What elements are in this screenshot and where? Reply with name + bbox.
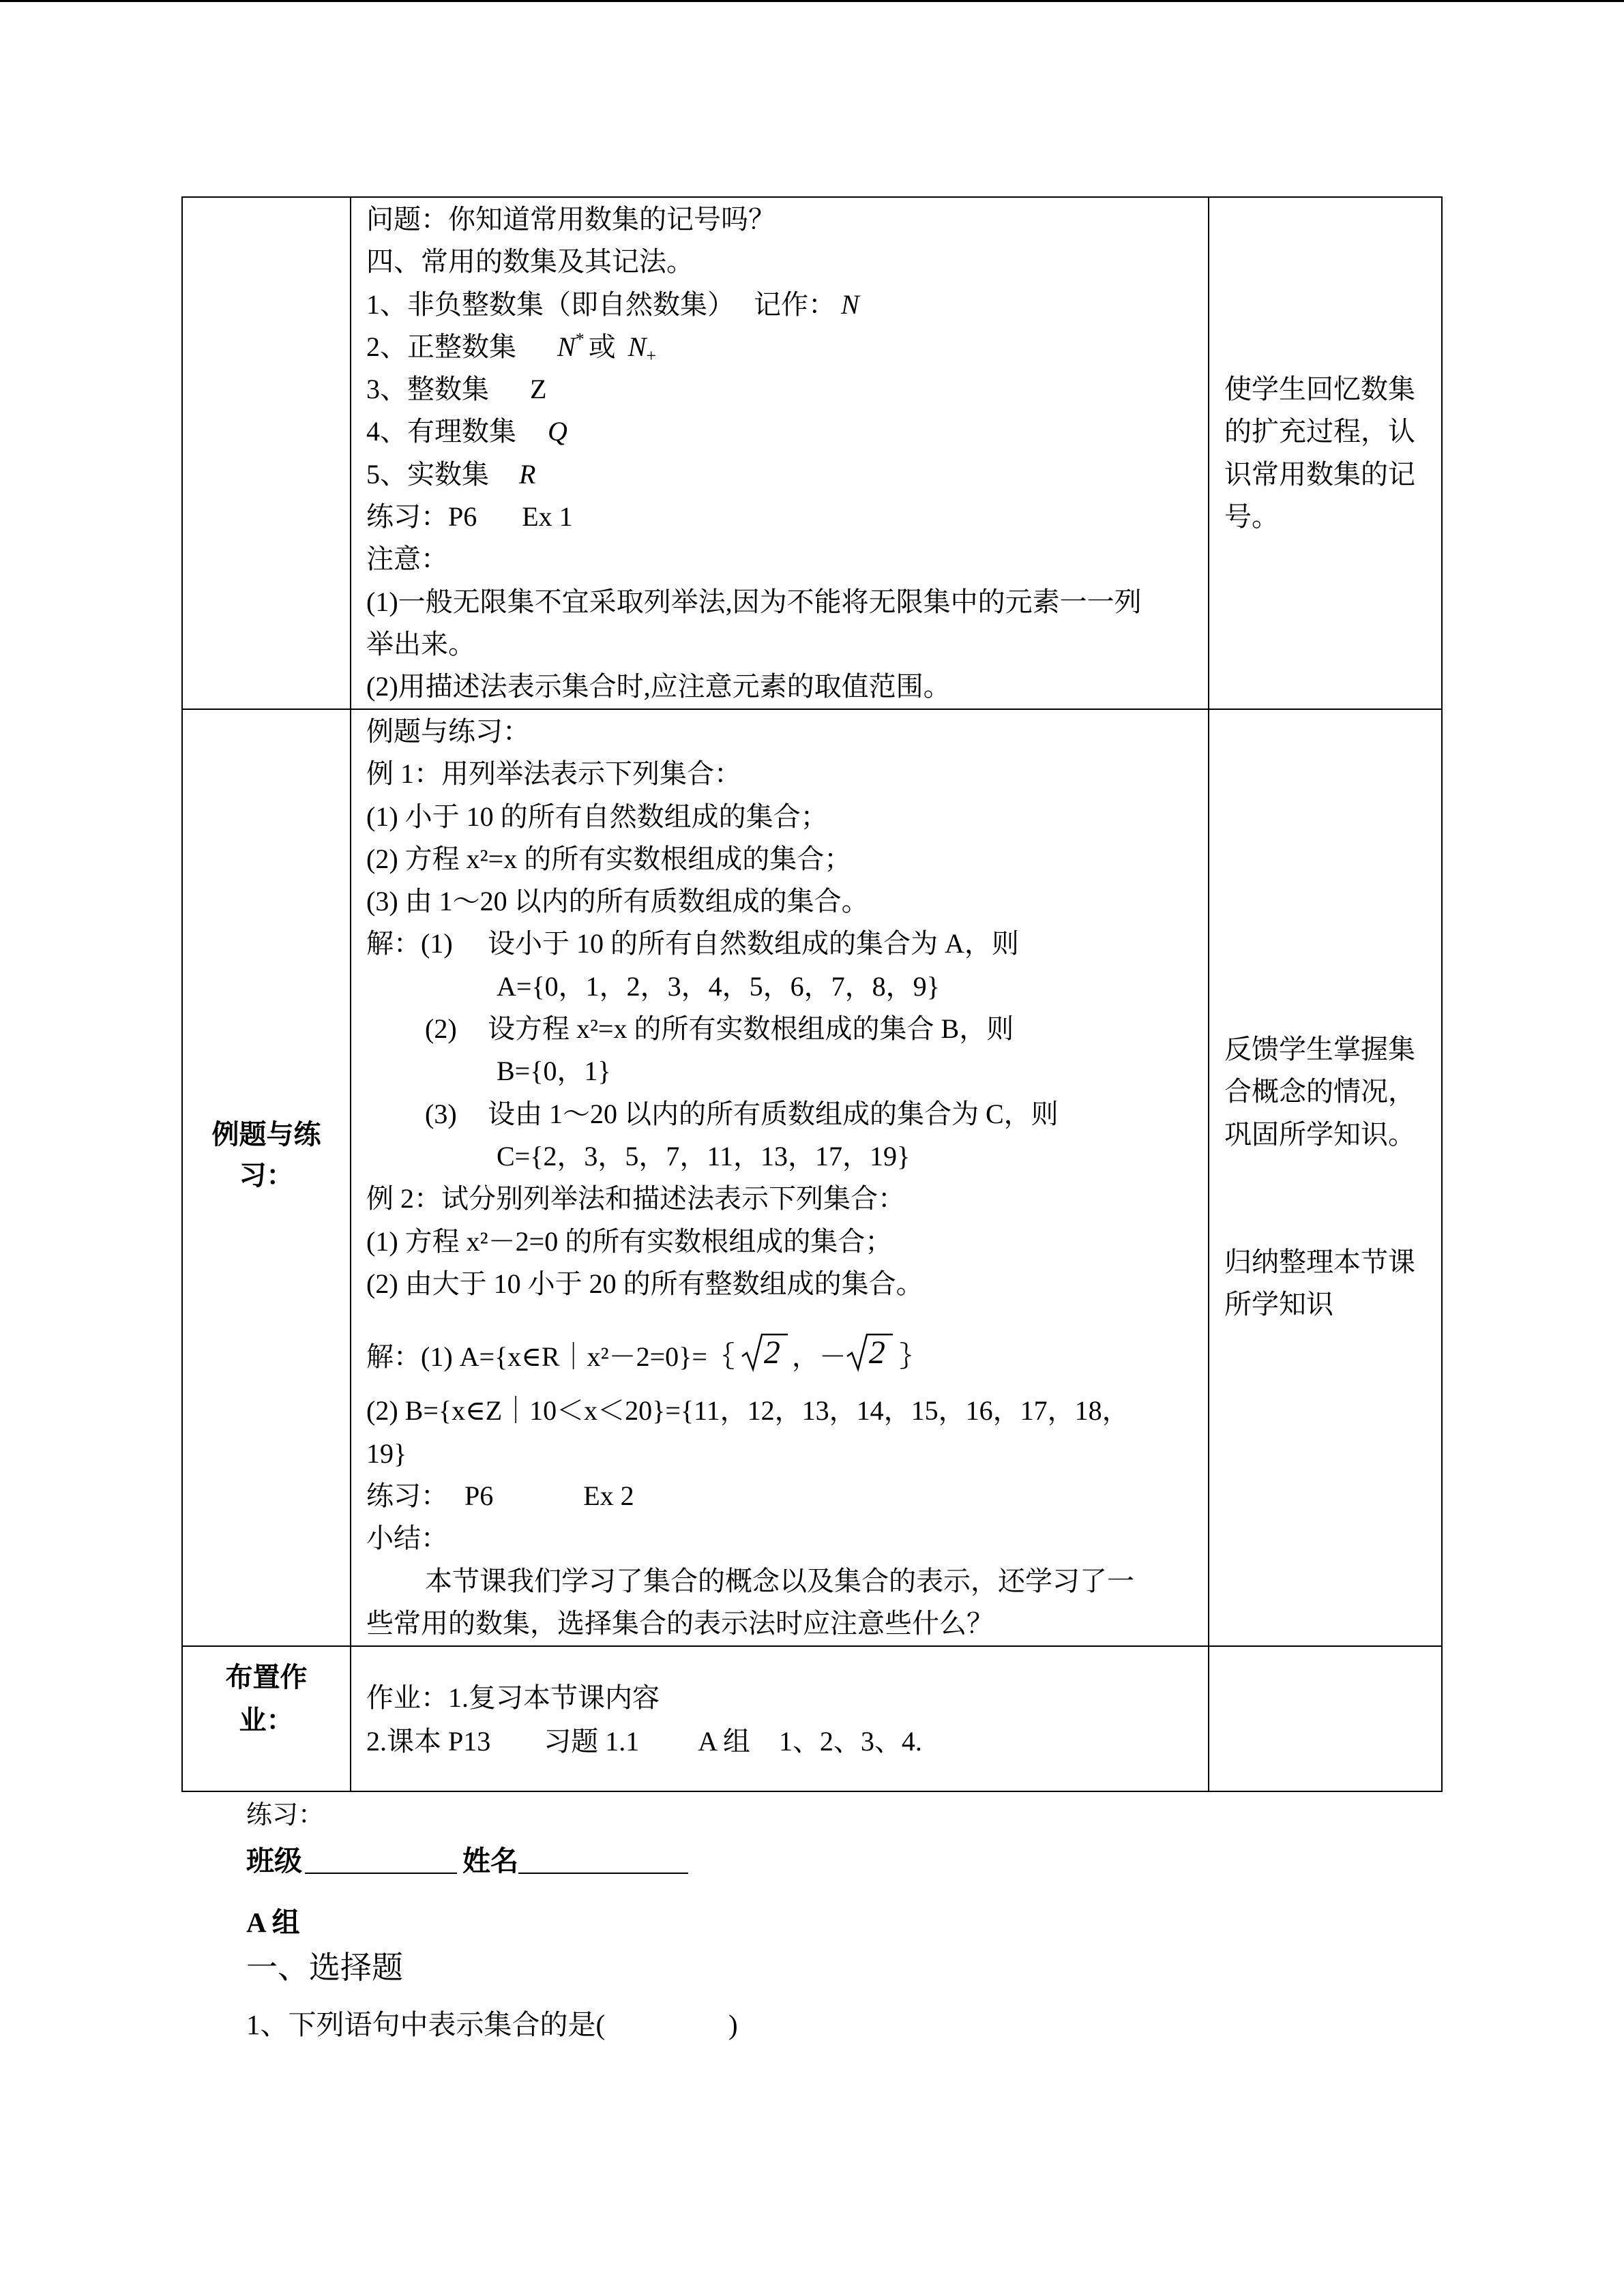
row2-comment-cell-b [1224,1241,1440,1327]
homework-line: 作业：1.复习本节课内容 [366,1682,660,1713]
exercise-line [366,496,1205,538]
rationals-text: 4、有理数集 [366,416,516,447]
positive-integers-plus: + [646,345,657,366]
question-1-close-paren: ) [728,2009,738,2040]
example1-solution2-line [366,1008,1205,1050]
note-2-line: (2)用描述法表示集合时,应注意元素的取值范围。 [366,671,951,702]
solution-text: 设由 1～20 以内的所有质数组成的集合为 C，则 [488,1098,1059,1129]
example1-solution3-set: C={2，3，5，7，11，13，17，19} [497,1140,911,1172]
row1-comment-cell [1224,368,1440,546]
notation-label: 记作： [754,288,836,320]
solution-suffix: ｝ [899,1341,927,1373]
homework-group: A 组 [698,1726,750,1757]
integers-symbol: Z [530,374,547,405]
question-line: 问题：你知道常用数集的记号吗？ [366,204,776,235]
positive-integers-star: * [575,329,585,349]
homework-book: 2.课本 P13 [366,1726,491,1757]
example2-question2: (2) 由大于 10 小于 20 的所有整数组成的集合。 [366,1268,924,1299]
radicand: 2 [868,1335,885,1371]
solution-label: 解：(1) [366,928,453,959]
exercise-label: 练习： [366,1480,448,1512]
solution-label: (3) [425,1098,457,1129]
example2-solution1-line [366,1332,1205,1374]
positive-integers-symbol: N [557,331,576,362]
example2-solution2-continuation: 19} [366,1437,407,1469]
name-blank [518,1845,688,1874]
natural-numbers-line [366,284,1205,326]
square-root [846,1332,893,1373]
example1-solution3-line [366,1093,1205,1135]
row-label-line: 习： [239,1160,294,1191]
positive-integers-text: 2、正整数集 [366,331,516,362]
number-sets-cell [366,198,1205,709]
examples-cell [366,711,1205,1645]
lesson-table [181,196,1443,1792]
example1-solution1-set: A={0，1，2，3，4，5，6，7，8，9} [497,970,940,1002]
homework-items: 1、2、3、4. [778,1726,922,1757]
solution-label: (2) [425,1013,457,1045]
natural-numbers-symbol: N [841,288,859,320]
example1-prompt: 例 1：用列举法表示下列集合： [366,758,741,790]
student-info-line [246,1841,688,1881]
name-label: 姓名 [462,1845,518,1877]
square-root [741,1332,788,1373]
reals-symbol: R [519,458,536,490]
summary-label: 小结： [366,1523,448,1554]
rationals-line [366,411,1205,453]
rationals-symbol: Q [548,416,567,447]
solution-prefix: 解：(1) A={x∈R｜x²－2=0}=｛ [366,1341,735,1373]
class-blank [305,1845,457,1874]
example1-solution1-line [366,923,1205,965]
note-label: 注意： [366,543,448,575]
example2-solution2-line: (2) B={x∈Z｜10＜x＜20}={11，12，13，14，15，16，17，18， [366,1395,1130,1427]
example1-question2: (2) 方程 x²=x 的所有实数根组成的集合； [366,843,852,874]
natural-numbers-text: 1、非负整数集（即自然数集） [366,288,735,320]
homework-assignment-line [366,1720,1205,1763]
summary-continuation: 些常用的数集，选择集合的表示法时应注意些什么？ [366,1607,994,1639]
solution-separator: ，－ [791,1341,846,1373]
reals-text: 5、实数集 [366,458,489,490]
table-row-rule [183,1645,1441,1647]
integers-text: 3、整数集 [366,374,489,405]
section-heading: 四、常用的数集及其记法。 [366,246,694,278]
solution-text: 设小于 10 的所有自然数组成的集合为 A，则 [488,928,1019,959]
group-label: A 组 [246,1907,300,1938]
reals-line [366,453,1205,496]
comment-line: 巩固所学知识。 [1224,1118,1415,1150]
row2-comment-cell-a [1224,1028,1440,1158]
comment-line: 反馈学生掌握集 [1224,1034,1415,1064]
exercise-page: P6 [464,1480,494,1512]
practice-label: 练习： [246,1801,325,1830]
exercise-ref: Ex 1 [522,501,573,533]
examples-title: 例题与练习： [366,716,530,747]
row-label-line: 例题与练 [211,1119,321,1150]
homework-exercise: 习题 1.1 [544,1726,640,1757]
comment-line: 所学知识 [1224,1289,1333,1320]
note-1-line: (1)一般无限集不宜采取列举法,因为不能将无限集中的元素一一列 [366,586,1142,617]
note-1-continuation: 举出来。 [366,628,475,659]
page-top-rule [0,0,1624,2]
example1-question1: (1) 小于 10 的所有自然数组成的集合； [366,801,828,832]
comment-line: 合概念的情况， [1224,1076,1415,1107]
positive-integers-line [366,326,1205,368]
example1-question3: (3) 由 1～20 以内的所有质数组成的集合。 [366,886,869,917]
section-title: 一、选择题 [246,1950,403,1985]
exercise-ref: Ex 2 [583,1480,634,1512]
comment-line: 识常用数集的记 [1224,458,1415,490]
or-text: 或 [588,331,616,362]
summary-line: 本节课我们学习了集合的概念以及集合的表示，还学习了一 [425,1565,1134,1596]
exercise-line [366,1475,1205,1517]
row-label-line: 布置作 [225,1662,308,1693]
radicand: 2 [763,1335,780,1371]
comment-line: 归纳整理本节课 [1224,1247,1415,1277]
comment-line: 的扩充过程，认 [1224,416,1415,447]
example1-solution2-set: B={0，1} [497,1056,611,1087]
table-column-rule [1208,198,1209,1791]
comment-line: 使学生回忆数集 [1224,374,1415,404]
table-row-rule [183,709,1441,710]
positive-integers-symbol-alt: N [628,331,647,362]
integers-line [366,368,1205,411]
exercise-page: P6 [448,501,477,533]
question-1-text: 1、下列语句中表示集合的是( [246,2009,606,2040]
example2-prompt: 例 2：试分别列举法和描述法表示下列集合： [366,1183,905,1214]
homework-label-cell [183,1656,350,1743]
class-label: 班级 [246,1845,302,1877]
table-column-rule [350,198,351,1791]
homework-cell [366,1676,1205,1765]
row-label-line: 业： [239,1705,294,1735]
example2-question1: (1) 方程 x²－2=0 的所有实数根组成的集合； [366,1225,893,1257]
examples-label-cell [183,1114,350,1197]
comment-line: 号。 [1224,501,1279,532]
exercise-label: 练习： [366,501,448,533]
solution-text: 设方程 x²=x 的所有实数根组成的集合 B，则 [488,1013,1014,1045]
